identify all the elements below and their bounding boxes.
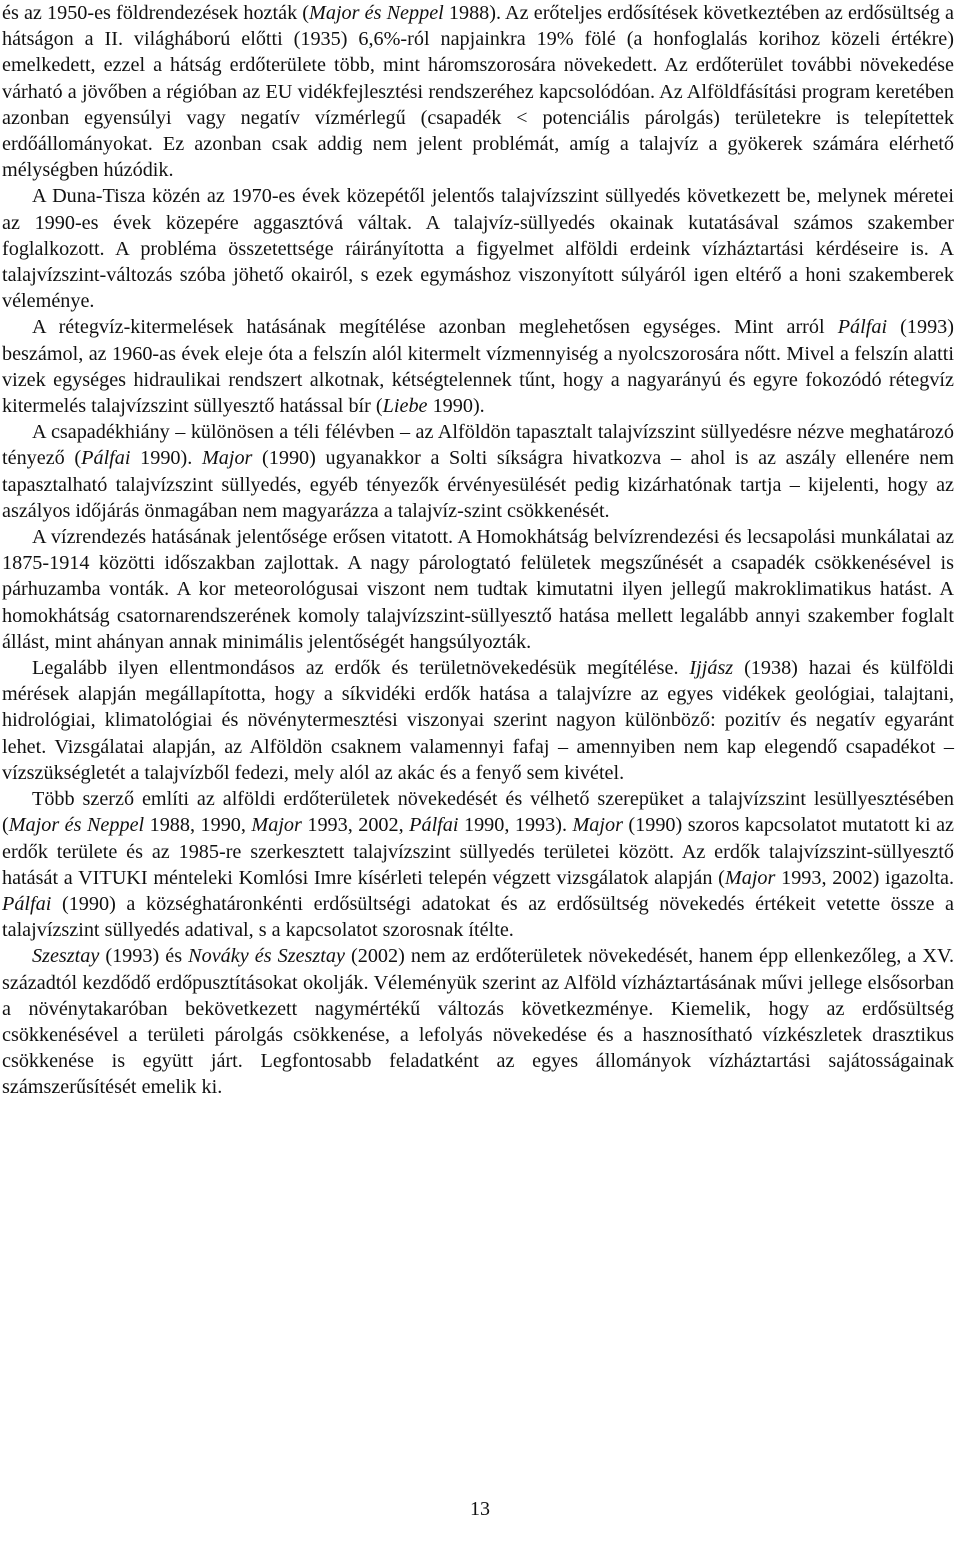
paragraph	[2, 183, 954, 314]
paragraph	[2, 786, 954, 943]
citation-author: Liebe	[382, 395, 428, 418]
text-run: A Duna-Tisza közén az 1970-es évek közepétől jelentős talajvízszint süllyedés következett be, melynek méretei az 1990-es évek közepére aggasztóvá váltak. A talajvíz-süllyedés okainak kutatásával számos szakember foglalkozott. A probléma összetettsége ráirányította a figyelmet alföldi erdeink vízháztartási kérdéseire is. A talajvízszint-változás szóba jöhető okairól, s ezek egymáshoz viszonyított súlyáról igen eltérő a honi szakemberek véleménye.	[2, 185, 954, 313]
citation-author: Pálfai	[837, 316, 888, 339]
text-run: 1993, 2002,	[301, 814, 410, 837]
citation-author: Pálfai	[409, 814, 459, 837]
citation-author: Pálfai	[81, 447, 131, 470]
citation-author: Major	[572, 814, 623, 837]
paragraph	[2, 943, 954, 1100]
text-run: 1993, 2002) igazolta.	[775, 866, 955, 889]
citation-author: Major és Neppel	[8, 814, 145, 837]
citation-author: Major	[724, 866, 776, 889]
body-text	[2, 0, 954, 1101]
paragraph	[2, 655, 954, 786]
text-run: (1993) beszámol, az 1960-as évek eleje óta a felszín alól kitermelt vízmennyiség a nyolcszorosára nőtt. Mivel a felszín alatti vizek egységes hidraulikai rendszert alkotnak, kétségtelennek tűnt, hogy a nagyarányú és egyre fokozódó rétegvíz kitermelés talajvízszint süllyesztő hatással bír (	[2, 316, 954, 418]
text-run: 1990).	[427, 395, 485, 418]
page-number: 13	[470, 1498, 490, 1520]
text-run: Több szerző említi az alföldi erdőterületek növekedését és vélhető szerepüket a talajvízszint lesüllyesztésében (	[2, 788, 954, 837]
citation-author: Nováky és Szesztay	[188, 945, 345, 968]
paragraph	[2, 524, 954, 655]
text-run: és az 1950-es földrendezések hozták (	[2, 2, 310, 24]
text-run: (2002) nem az erdőterületek növekedését, hanem épp ellenkezőleg, a XV. századtól kezdődő erdőpusztításokat okolják. Véleményük szerint az Alföld vízháztartásának művi jellege elsősorban a növénytakaróban bekövetkezett nagymértékű változás következménye. Kiemelik, hogy az erdősültség csökkenésével a területi párolgás csökkenése, a lefolyás növekedése és a hasznosítható vízkészletek drasztikus csökkenése is együtt járt. Legfontosabb feladatként az egyes állományok vízháztartási sajátosságainak számszerűsítését emelik ki.	[2, 945, 955, 1099]
paragraph	[2, 0, 954, 183]
text-run: (1993) és	[99, 945, 189, 968]
citation-author: Major	[251, 814, 302, 837]
paragraph	[2, 314, 954, 419]
text-run: 1988, 1990,	[144, 814, 252, 837]
text-run: (1990) szoros kapcsolatot mutatott ki az erdők területe és az 1985-re szerkesztett talajvízszint süllyedés területei között. Az erdők talajvízszint-süllyesztő hatását a VITUKI ménteleki Komlósi Imre kísérleti telepén végzett vizsgálatok alapján (	[2, 814, 955, 889]
citation-author: Pálfai	[2, 892, 52, 915]
citation-author: Major	[201, 447, 253, 470]
citation-author: Szesztay	[32, 945, 100, 968]
text-run: 1990, 1993).	[458, 814, 573, 837]
text-run: Legalább ilyen ellentmondásos az erdők és területnövekedésük megítélése.	[32, 657, 690, 680]
text-run: A csapadékhiány – különösen a téli félévben – az Alföldön tapasztalt talajvízszint süllyedésre nézve meghatározó tényező (	[2, 421, 954, 470]
text-run: (1938) hazai és külföldi mérések alapján megállapította, hogy a síkvidéki erdők hatása a talajvízre az egyes vidékek geológiai, talajtani, hidrológiai, klimatológiai és növénytermesztési viszonyai szerint nagyon különböző: pozitív és negatív egyaránt lehet. Vizsgálatai alapján, az Alföldön csaknem valamennyi fafaj – amennyiben nem kap elegendő csapadékot – vízszükségletét a talajvízből fedezi, mely alól az akác és a fenyő sem kivétel.	[2, 657, 954, 784]
text-run: (1990) ugyanakkor a Solti síkságra hivatkozva – ahol is az aszály ellenére nem tapasztalható talajvízszint süllyedés, egyéb tényezők érvényesülését pedig kizárhatónak tartja – kijelenti, hogy az aszályos időjárás önmagában nem magyarázza a talajvíz-szint csökkenését.	[2, 447, 954, 522]
text-run: A vízrendezés hatásának jelentősége erősen vitatott. A Homokhátság belvízrendezési és lecsapolási munkálatai az 1875-1914 közötti időszakban zajlottak. A nagy párologtató felületek megszűnését a csapadék csökkenésével is párhuzamba vonták. A kor meteorológusai viszont nem tudtak kimutatni ilyen jellegű makroklimatikus hatást. A homokhátság csatornarendszerének komoly talajvízszint-süllyesztő hatása mellett legalább annyi szakember foglalt állást, mint ahányan annak minimális jelentőségét hangsúlyozták.	[2, 526, 954, 653]
citation-author: Major és Neppel	[309, 2, 444, 24]
text-run: 1988). Az erőteljes erdősítések következtében az erdősültség a hátságon a II. világháború előtti (1935) 6,6%-ról napjainkra 19% fölé (a honfoglalás korihoz közeli értékre) emelkedett, ezzel a hátság erdőterülete több, mint háromszorosára növekedett. Az erdőterület további növekedése várható a jövőben a régióban az EU vidékfejlesztési rendszeréhez kapcsolódóan. Az Alföldfásítási program keretében azonban egyensúlyi vagy negatív vízmérlegű (csapadék < potenciális párolgás) területekre is telepítettek erdőállományokat. Ez azonban csak addig nem jelent problémát, amíg a talajvíz a gyökerek számára elérhető mélységben húzódik.	[2, 2, 954, 182]
paragraph	[2, 419, 954, 524]
text-run: A rétegvíz-kitermelések hatásának megítélése azonban meglehetősen egységes. Mint arról	[32, 316, 838, 339]
citation-author: Ijjász	[689, 657, 734, 680]
text-run: (1990) a községhatáronkénti erdősültségi adatokat és az erdősültség növekedés értékeit vetette össze a talajvízszint süllyedés adatival, s a kapcsolatot szorosnak ítélte.	[2, 892, 954, 942]
text-run: 1990).	[130, 447, 202, 470]
